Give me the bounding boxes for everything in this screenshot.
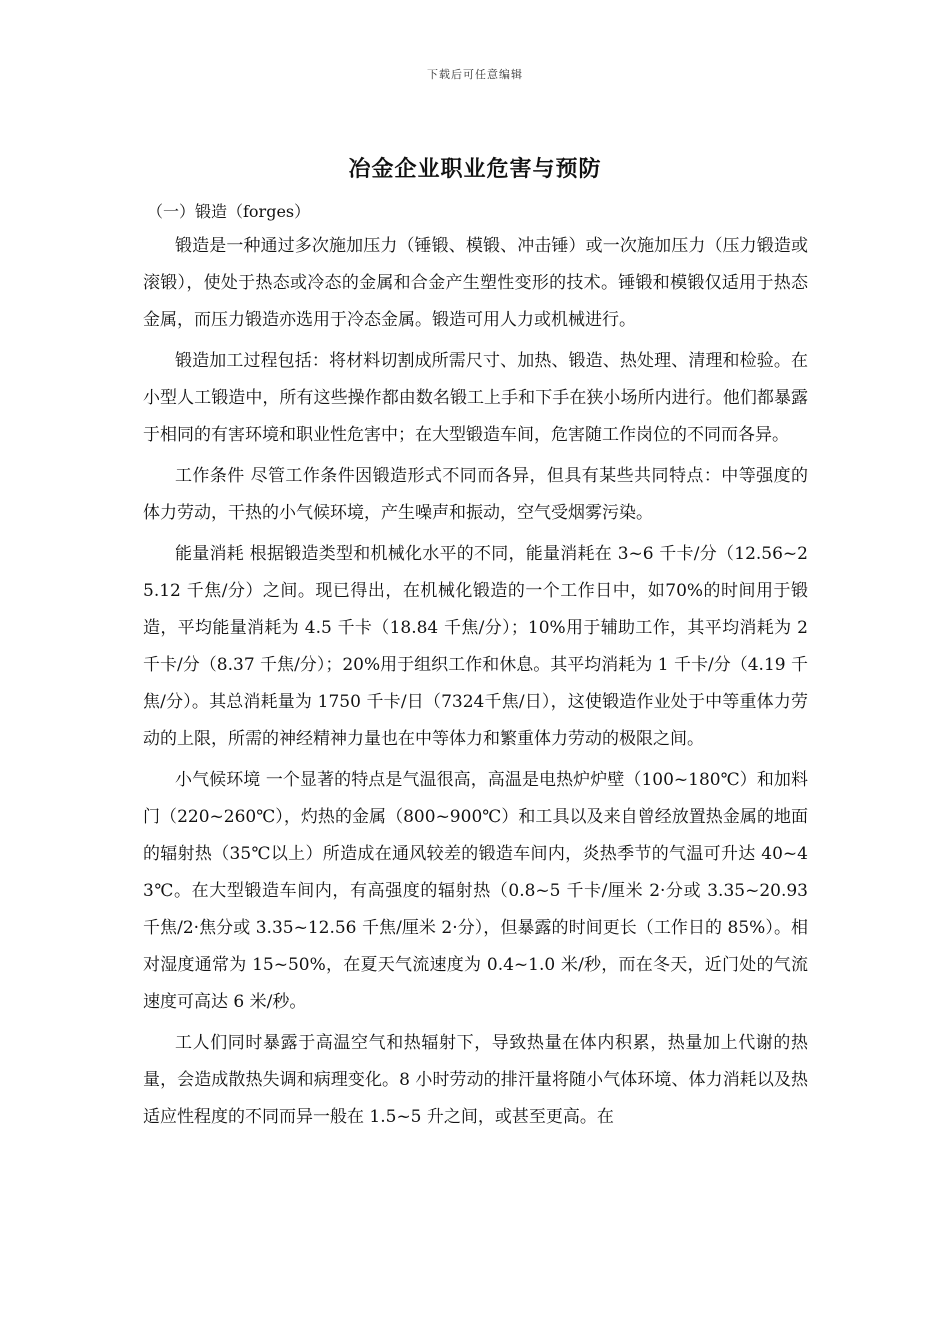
paragraph-microclimate: 小气候环境 一个显著的特点是气温很高，高温是电热炉炉壁（100~180℃）和加料门（220~260℃），灼热的金属（800~900℃）和工具以及来自曾经放置热金属的地面的辐射热（35℃以上）所造成在通风较差的锻造车间内，炎热季节的气温可升达 40~43℃。在大型锻造车间内，有高强度的辐射热（0.8~5 千卡/厘米 2·分或 3.35~20.93 千焦/2·焦分或 3.35~12.56 千焦/厘米 2·分），但暴露的时间更长（工作日的 85%）。相对湿度通常为 15~50%，在夏天气流速度为 0.4~1.0 米/秒，而在冬天，近门处的气流速度可高达 6 米/秒。 [143,770,808,1012]
paragraph-energy-consumption: 能量消耗 根据锻造类型和机械化水平的不同，能量消耗在 3~6 千卡/分（12.56~25.12 千焦/分）之间。现已得出，在机械化锻造的一个工作日中，如70%的时间用于锻造，平均能量消耗为 4.5 千卡（18.84 千焦/分）；10%用于辅助工作，其平均消耗为 2 千卡/分（8.37 千焦/分）；20%用于组织工作和休息。其平均消耗为 1 千卡/分（4.19 千焦/分）。其总消耗量为 1750 千卡/日（7324千焦/日），这使锻造作业处于中等重体力劳动的上限，所需的神经精神力量也在中等体力和繁重体力劳动的极限之间。 [143,544,808,749]
paragraph-heat-exposure: 工人们同时暴露于高温空气和热辐射下，导致热量在体内积累，热量加上代谢的热量，会造成散热失调和病理变化。8 小时劳动的排汗量将随小气体环境、体力消耗以及热适应性程度的不同而异一般在 1.5~5 升之间，或甚至更高。在 [143,1033,808,1127]
section-heading: （一）锻造（forges） [147,202,311,221]
paragraph-working-conditions: 工作条件 尽管工作条件因锻造形式不同而各异，但具有某些共同特点：中等强度的体力劳动，干热的小气候环境，产生噪声和振动，空气受烟雾污染。 [143,466,808,523]
paragraph-forging-process: 锻造加工过程包括：将材料切割成所需尺寸、加热、锻造、热处理、清理和检验。在小型人工锻造中，所有这些操作都由数名锻工上手和下手在狭小场所内进行。他们都暴露于相同的有害环境和职业性危害中；在大型锻造车间，危害随工作岗位的不同而各异。 [143,351,808,445]
header-note: 下载后可任意编辑 [427,68,523,81]
document-title: 冶金企业职业危害与预防 [348,157,602,182]
paragraph-forging-definition: 锻造是一种通过多次施加压力（锤锻、模锻、冲击锤）或一次施加压力（压力锻造或滚锻），使处于热态或冷态的金属和合金产生塑性变形的技术。锤锻和模锻仅适用于热态金属，而压力锻造亦选用于冷态金属。锻造可用人力或机械进行。 [143,236,808,330]
document-body [143,196,808,1140]
